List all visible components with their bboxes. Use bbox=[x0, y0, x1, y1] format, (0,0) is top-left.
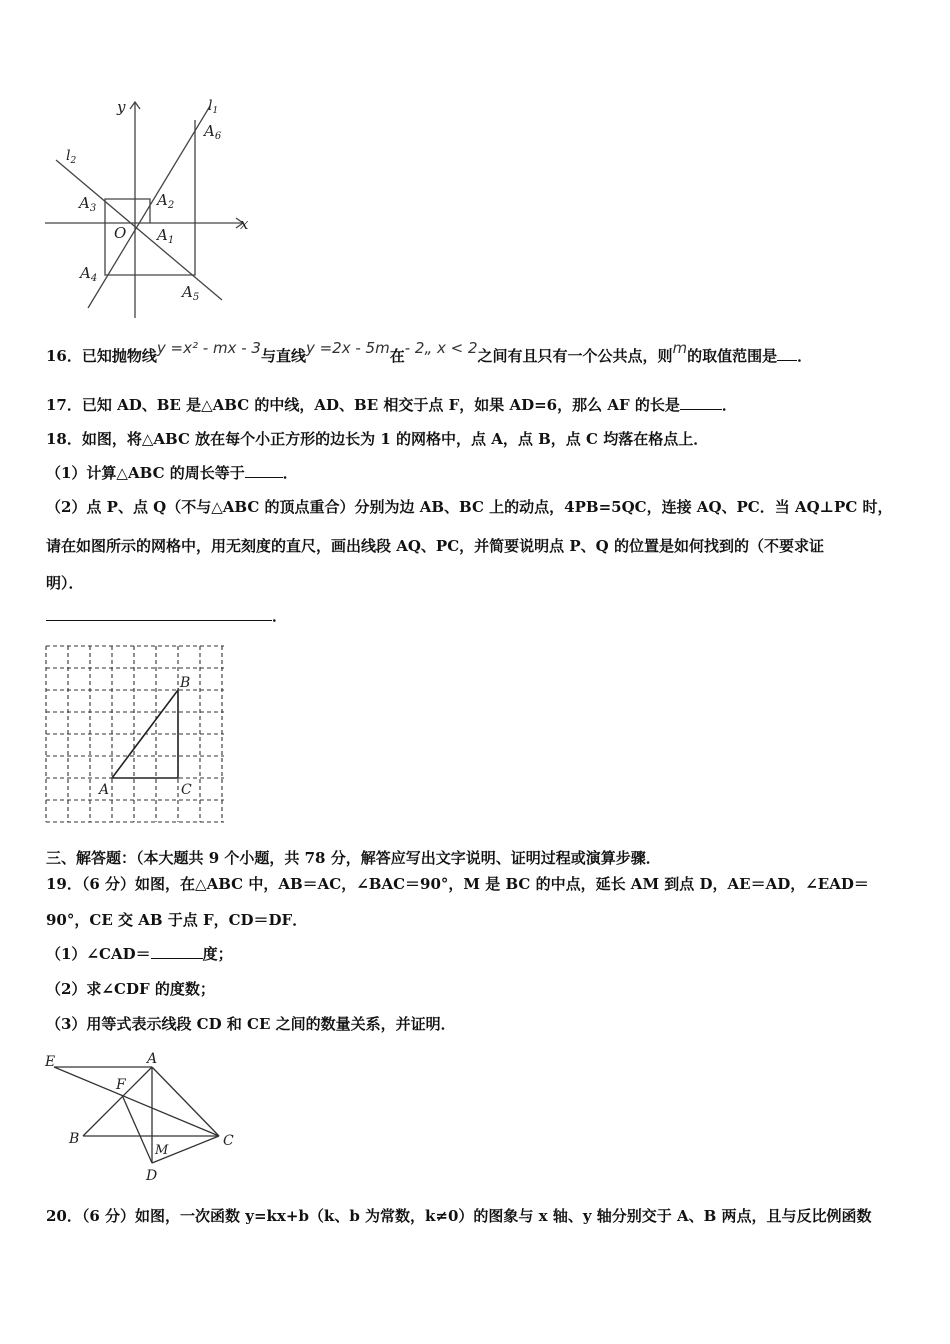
answer-blank bbox=[245, 463, 283, 478]
answer-blank bbox=[46, 606, 272, 621]
point-D-label: D bbox=[146, 1168, 158, 1184]
point-A-label: A bbox=[99, 782, 110, 798]
formula-parabola: y =x² - mx - 3 bbox=[156, 339, 261, 357]
formula-range: - 2„ x < 2 bbox=[404, 339, 478, 357]
figure-coordinate-lines bbox=[40, 92, 260, 322]
point-M-label: M bbox=[155, 1143, 169, 1158]
answer-blank bbox=[151, 944, 203, 959]
question-19-line-1: 19．（6 分）如图，在△ABC 中，AB＝AC，∠BAC＝90°，M 是 BC 的中点，延长 AM 到点 D，AE＝AD，∠EAD＝ bbox=[46, 875, 869, 893]
question-19-part-2: （2）求∠CDF 的度数； bbox=[46, 980, 215, 998]
formula-m: m bbox=[672, 339, 688, 357]
origin-label: O bbox=[114, 224, 127, 242]
svg-text:A6: $A_6$ bbox=[204, 122, 222, 142]
svg-text:A3: $A_3$ bbox=[79, 194, 97, 214]
point-E-label: E bbox=[45, 1054, 56, 1070]
question-18-part-2-line-1: （2）点 P、点 Q（不与△ABC 的顶点重合）分别为边 AB、BC 上的动点，4PB=5QC，连接 AQ、PC．当 AQ⊥PC 时， bbox=[46, 498, 893, 516]
question-18-part-1: （1）计算△ABC 的周长等于 ． bbox=[46, 464, 298, 482]
y-axis-label: y bbox=[117, 98, 126, 116]
point-F-label: F bbox=[116, 1077, 126, 1093]
svg-text:A4: $A_4$ bbox=[80, 264, 98, 284]
svg-text:A2: $A_2$ bbox=[157, 191, 175, 211]
svg-text:l1: $l_1$ bbox=[208, 98, 219, 116]
question-16: 16．已知抛物线y =x² - mx - 3与直线y =2x - 5m在- 2„ x < 2之间有且只有一个公共点，则m的取值范围是 ． bbox=[46, 339, 813, 365]
figure-grid-triangle bbox=[40, 640, 230, 830]
section-3-header: 三、解答题：（本大题共 9 个小题，共 78 分，解答应写出文字说明、证明过程或演算步骤． bbox=[46, 849, 661, 867]
point-C-label: C bbox=[223, 1133, 234, 1149]
answer-blank bbox=[680, 395, 722, 410]
formula-line: y =2x - 5m bbox=[305, 339, 390, 357]
point-B-label: B bbox=[180, 675, 191, 691]
x-axis-label: x bbox=[240, 215, 249, 233]
question-20-line-1: 20．（6 分）如图，一次函数 y=kx+b（k、b 为常数，k≠0）的图象与 x 轴、y 轴分别交于 A、B 两点，且与反比例函数 bbox=[46, 1207, 872, 1225]
point-B-label: B bbox=[69, 1131, 80, 1147]
question-19-line-2: 90°，CE 交 AB 于点 F，CD＝DF． bbox=[46, 911, 308, 929]
question-18-part-2-line-2: 请在如图所示的网格中，用无刻度的直尺，画出线段 AQ、PC，并简要说明点 P、Q 的位置是如何找到的（不要求证 bbox=[46, 537, 824, 555]
svg-text:A1: $A_1$ bbox=[157, 226, 175, 246]
svg-text:l2: $l_2$ bbox=[66, 148, 77, 166]
question-18: 18．如图，将△ABC 放在每个小正方形的边长为 1 的网格中，点 A，点 B，点 C 均落在格点上． bbox=[46, 430, 709, 448]
question-18-answer-line: ． bbox=[46, 606, 287, 626]
figure-triangle-abc-efd bbox=[40, 1045, 240, 1190]
question-17: 17．已知 AD、BE 是△ABC 的中线，AD、BE 相交于点 F，如果 AD=6，那么 AF 的长是 ． bbox=[46, 396, 737, 414]
point-A-label: A bbox=[147, 1051, 158, 1067]
answer-blank bbox=[777, 346, 797, 361]
svg-text:A5: $A_5$ bbox=[182, 283, 200, 303]
point-C-label: C bbox=[181, 782, 192, 798]
question-19-part-1: （1）∠CAD＝ 度； bbox=[46, 945, 233, 963]
question-18-part-2-line-3: 明）． bbox=[46, 574, 84, 592]
question-19-part-3: （3）用等式表示线段 CD 和 CE 之间的数量关系，并证明． bbox=[46, 1015, 456, 1033]
